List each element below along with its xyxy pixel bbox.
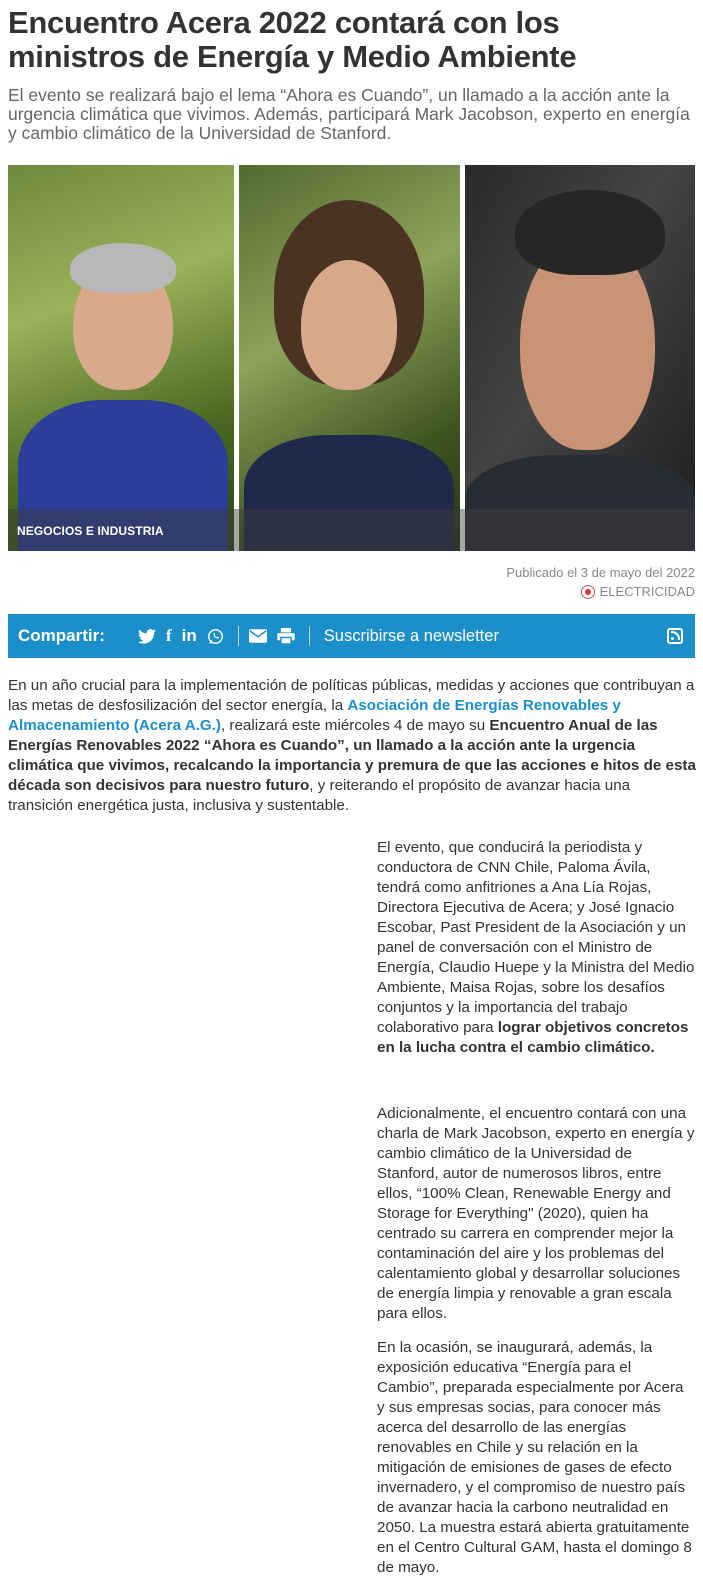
hero-image[interactable] [8,165,695,551]
tag-label: ELECTRICIDAD [599,584,695,599]
facebook-icon[interactable]: f [166,626,172,645]
intro-paragraph [8,676,698,816]
linkedin-icon[interactable]: in [181,626,197,645]
divider [238,626,239,646]
published-date: Publicado el 3 de mayo del 2022 [506,565,695,580]
body-paragraph: Adicionalmente, el encuentro contará con una charla de Mark Jacobson, experto en energía y cambio climático de la Universidad de Stanford, autor de numerosos libros, entre ellos, “100% Clean, Renewable Energy and Storage for Everything" (2020), quien ha centrado su carrera en comprender mejor la contaminación del aire y los problemas del calentamiento global y desarrollar soluciones de energía limpia y renovable a gran escala para ellos. [377,1105,695,1322]
print-icon[interactable] [277,626,295,646]
category-label[interactable]: NEGOCIOS E INDUSTRIA [17,524,164,538]
photo-man-blue-shirt [8,165,234,551]
photo-woman-navy-top [239,165,460,551]
body-paragraph: En la ocasión, se inaugurará, además, la exposición educativa “Energía para el Cambio”, preparada especialmente por Acera y sus empresas socias, para conocer más acerca del desarrollo de las energías renovables en Chile y su relación en la mitigación de emisiones de gases de efecto invernadero, y el compromiso de nuestro país de avanzar hacia la carbono neutralidad en 2050. La muestra estará abierta gratuitamente en el Centro Cultural GAM, hasta el domingo 8 de mayo. [377,1339,692,1576]
intro-text: , realizará este miércoles 4 de mayo su [220,717,490,734]
article-title: Encuentro Acera 2022 contará con los ministros de Energía y Medio Ambiente [8,5,577,74]
intro-text: En un año crucial para la implementación de políticas públicas, medidas y acciones que contribuyan a las metas de desfosilización del sector energía, la [8,677,695,714]
newsletter-link[interactable]: Suscribirse a newsletter [323,626,499,645]
share-label: Compartir: [18,626,105,645]
photo-man-suit [465,165,695,551]
paragraph-bold-text: lograr objetivos concretos en la lucha contra el cambio climático. [377,1019,689,1056]
email-icon[interactable] [249,626,267,646]
twitter-icon[interactable] [138,626,156,646]
rss-icon[interactable] [667,628,683,644]
tag-electricidad[interactable] [581,584,695,599]
intro-text: , y reiterando el propósito de avanzar hacia una transición energética justa, inclusiva y sustentable. [8,777,631,814]
divider [309,626,310,646]
paragraph-text: El evento, que conducirá la periodista y conductora de CNN Chile, Paloma Ávila, tendrá como anfitriones a Ana Lía Rojas, Directora Ejecutiva de Acera; y José Ignacio Escobar, Past President de la Asociación y un panel de conversación con el Ministro de Energía, Claudio Huepe y la Ministra del Medio Ambiente, Maisa Rojas, sobre los desafíos conjuntos y la importancia del trabajo colaborativo para [377,839,695,1036]
record-dot-icon [581,585,595,599]
article-lead: El evento se realizará bajo el lema “Ahora es Cuando”, un llamado a la acción ante la urgencia climática que vivimos. Además, participará Mark Jacobson, experto en energía y cambio climático de la Universidad de Stanford. [8,85,690,143]
share-bar [8,614,695,658]
intro-bold-text: Encuentro Anual de las Energías Renovables 2022 “Ahora es Cuando”, un llamado a la acción ante la urgencia climática que vivimos, recalcando la importancia y premura de que las acciones e hitos de esta década son decisivos para nuestro futuro [8,717,696,794]
body-paragraph [377,838,695,1058]
acera-link[interactable]: Asociación de Energías Renovables y Almacenamiento (Acera A.G.) [8,697,621,734]
whatsapp-icon[interactable] [207,626,224,646]
